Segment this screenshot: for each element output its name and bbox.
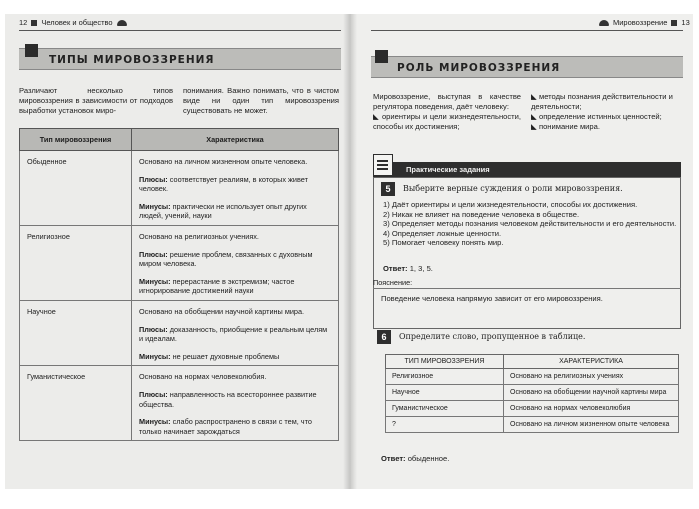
table-header-type: ТИП МИРОВОЗЗРЕНИЯ xyxy=(386,355,504,369)
square-icon xyxy=(31,20,37,26)
plus-text xyxy=(139,250,332,269)
characteristic-cell xyxy=(132,151,339,226)
list-item-text: определение истинных ценностей; xyxy=(538,112,662,121)
left-intro-col2: понимания. Важно понимать, что в чистом виде ни один тип мировоззрения существовать не может. xyxy=(183,86,339,115)
list-item-text: понимание мира. xyxy=(538,122,600,131)
characteristic-cell xyxy=(132,366,339,441)
characteristic-cell xyxy=(132,300,339,365)
left-page xyxy=(5,14,348,489)
task-5-number: 5 xyxy=(381,182,395,196)
worldview-types-table xyxy=(19,128,339,441)
answer-label: Ответ: xyxy=(383,264,408,273)
right-running-head xyxy=(599,18,690,27)
right-page xyxy=(351,14,693,489)
table-row xyxy=(386,385,679,401)
minus-text xyxy=(139,277,332,296)
left-head-rule xyxy=(19,30,341,31)
table-cell: Научное xyxy=(386,385,504,401)
minus-label: Минусы: xyxy=(139,351,171,361)
plus-text xyxy=(139,175,332,194)
minus-value: слабо распространено в связи с тем, что только начинает зарождаться xyxy=(139,417,312,436)
option-item: 4) Определяет ложные ценности. xyxy=(383,228,502,238)
missing-word-table xyxy=(385,354,679,433)
bullet-icon: ◣ xyxy=(373,112,380,121)
left-page-title: ТИПЫ МИРОВОЗЗРЕНИЯ xyxy=(49,54,215,66)
explanation-rule xyxy=(373,288,681,289)
intro-bullet-item: ориентиры и цели жизнедеятельности, способы их достижения; xyxy=(373,112,521,131)
square-icon xyxy=(671,20,677,26)
table-cell: Основано на религиозных учениях xyxy=(504,369,679,385)
graduation-cap-icon xyxy=(599,20,609,26)
table-cell: Основано на обобщении научной картины мира xyxy=(504,385,679,401)
plus-value: направленность на всестороннее развитие общества. xyxy=(139,389,317,409)
right-head-rule xyxy=(371,30,683,31)
option-item: 1) Даёт ориентиры и цели жизнедеятельности, способы их достижения. xyxy=(383,200,638,209)
plus-label: Плюсы: xyxy=(139,389,168,399)
minus-value: практически не использует опыт других людей, учений, науки xyxy=(139,201,307,221)
minus-text xyxy=(139,352,332,362)
base-text: Основано на личном жизненном опыте человека. xyxy=(139,157,308,166)
plus-value: соответствует реалиям, в которых живет человек. xyxy=(139,174,308,194)
task-6-number: 6 xyxy=(377,330,391,344)
table-header-type: Тип мировоззрения xyxy=(20,129,132,151)
table-row xyxy=(20,300,339,365)
option-item: 2) Никак не влияет на поведение человека в обществе. xyxy=(383,209,580,219)
intro-text: Мировоззрение, выступая в качестве регулятора поведения, даёт человеку: xyxy=(373,92,521,111)
list-item-text: методы познания действительности и деятельности; xyxy=(531,92,673,111)
option-item: 3) Определяет методы познания человеком действительности и его деятельности. xyxy=(383,219,677,229)
table-row xyxy=(20,225,339,300)
minus-value: не решает духовные проблемы xyxy=(172,351,280,361)
minus-label: Минусы: xyxy=(139,417,171,427)
worldview-type-cell: Религиозное xyxy=(20,225,132,300)
plus-value: доказанность, приобщение к реальным целям и идеалам. xyxy=(139,324,328,344)
notebook-pencil-icon xyxy=(373,154,393,176)
worldview-type-cell: Гуманистическое xyxy=(20,366,132,441)
minus-label: Минусы: xyxy=(139,276,171,286)
right-intro-col1 xyxy=(373,92,521,132)
task-6-question: Определите слово, пропущенное в таблице. xyxy=(399,332,586,341)
bullet-icon: ◣ xyxy=(531,92,537,101)
bullet-icon: ◣ xyxy=(531,122,537,131)
left-section-title: Человек и общество xyxy=(41,18,113,27)
table-row xyxy=(20,366,339,441)
plus-label: Плюсы: xyxy=(139,249,168,259)
base-text: Основано на обобщении научной картины мира. xyxy=(139,306,305,316)
answer-value: 1, 3, 5. xyxy=(409,264,433,273)
list-item xyxy=(531,112,681,122)
option-item: 5) Помогает человеку понять мир. xyxy=(383,238,504,248)
answer-value: обыденное. xyxy=(407,454,450,463)
left-intro-col1: Различают несколько типов мировоззрения в зависимости от подходов выработки установок миро- xyxy=(19,86,173,115)
worldview-type-cell: Обыденное xyxy=(20,151,132,226)
plus-text xyxy=(139,390,332,409)
graduation-cap-icon xyxy=(117,20,127,26)
practical-tasks-heading: Практические задания xyxy=(373,162,681,177)
table-cell: Гуманистическое xyxy=(386,401,504,417)
minus-text xyxy=(139,202,332,221)
right-page-title: РОЛЬ МИРОВОЗЗРЕНИЯ xyxy=(397,62,561,74)
answer-label: Ответ: xyxy=(381,454,406,463)
right-intro-col2 xyxy=(531,92,681,132)
task-5-explanation: Поведение человека напрямую зависит от его мировоззрения. xyxy=(381,294,603,303)
base-text: Основано на нормах человеколюбия. xyxy=(139,372,267,382)
plus-label: Плюсы: xyxy=(139,174,168,184)
worldview-type-cell: Научное xyxy=(20,300,132,365)
minus-value: перерастание в экстремизм; частое игнорирование достижений науки xyxy=(139,276,295,296)
right-page-number: 13 xyxy=(681,18,690,27)
list-item xyxy=(531,122,681,132)
table-header-characteristic: ХАРАКТЕРИСТИКА xyxy=(504,355,679,369)
table-cell: Основано на нормах человеколюбия xyxy=(504,401,679,417)
table-header-characteristic: Характеристика xyxy=(132,129,339,151)
task-5-answer xyxy=(383,264,433,274)
table-row xyxy=(386,401,679,417)
bullet-icon: ◣ xyxy=(531,112,537,121)
right-section-title: Мировоззрение xyxy=(613,18,668,27)
book-spread xyxy=(5,14,693,489)
minus-text xyxy=(139,417,332,436)
characteristic-cell xyxy=(132,225,339,300)
left-page-number: 12 xyxy=(19,18,28,27)
plus-value: решение проблем, связанных с духовным миром человека. xyxy=(139,249,313,269)
explanation-label: Пояснение: xyxy=(373,278,413,287)
book-gutter-shadow xyxy=(343,14,357,489)
minus-label: Минусы: xyxy=(139,201,171,211)
table-cell: ? xyxy=(386,417,504,433)
table-cell: Религиозное xyxy=(386,369,504,385)
task-6-answer xyxy=(381,454,449,464)
task-5-options xyxy=(383,200,677,248)
table-row xyxy=(386,417,679,433)
title-square-icon xyxy=(375,50,388,63)
plus-text xyxy=(139,325,332,344)
task-5-question: Выберите верные суждения о роли мировоззрения. xyxy=(403,184,623,193)
table-row xyxy=(20,151,339,226)
plus-label: Плюсы: xyxy=(139,324,168,334)
table-cell: Основано на личном жизненном опыте человека xyxy=(504,417,679,433)
left-running-head xyxy=(19,18,127,27)
title-square-icon xyxy=(25,44,38,57)
table-row xyxy=(386,369,679,385)
list-item xyxy=(531,92,681,112)
base-text: Основано на религиозных учениях. xyxy=(139,231,259,241)
